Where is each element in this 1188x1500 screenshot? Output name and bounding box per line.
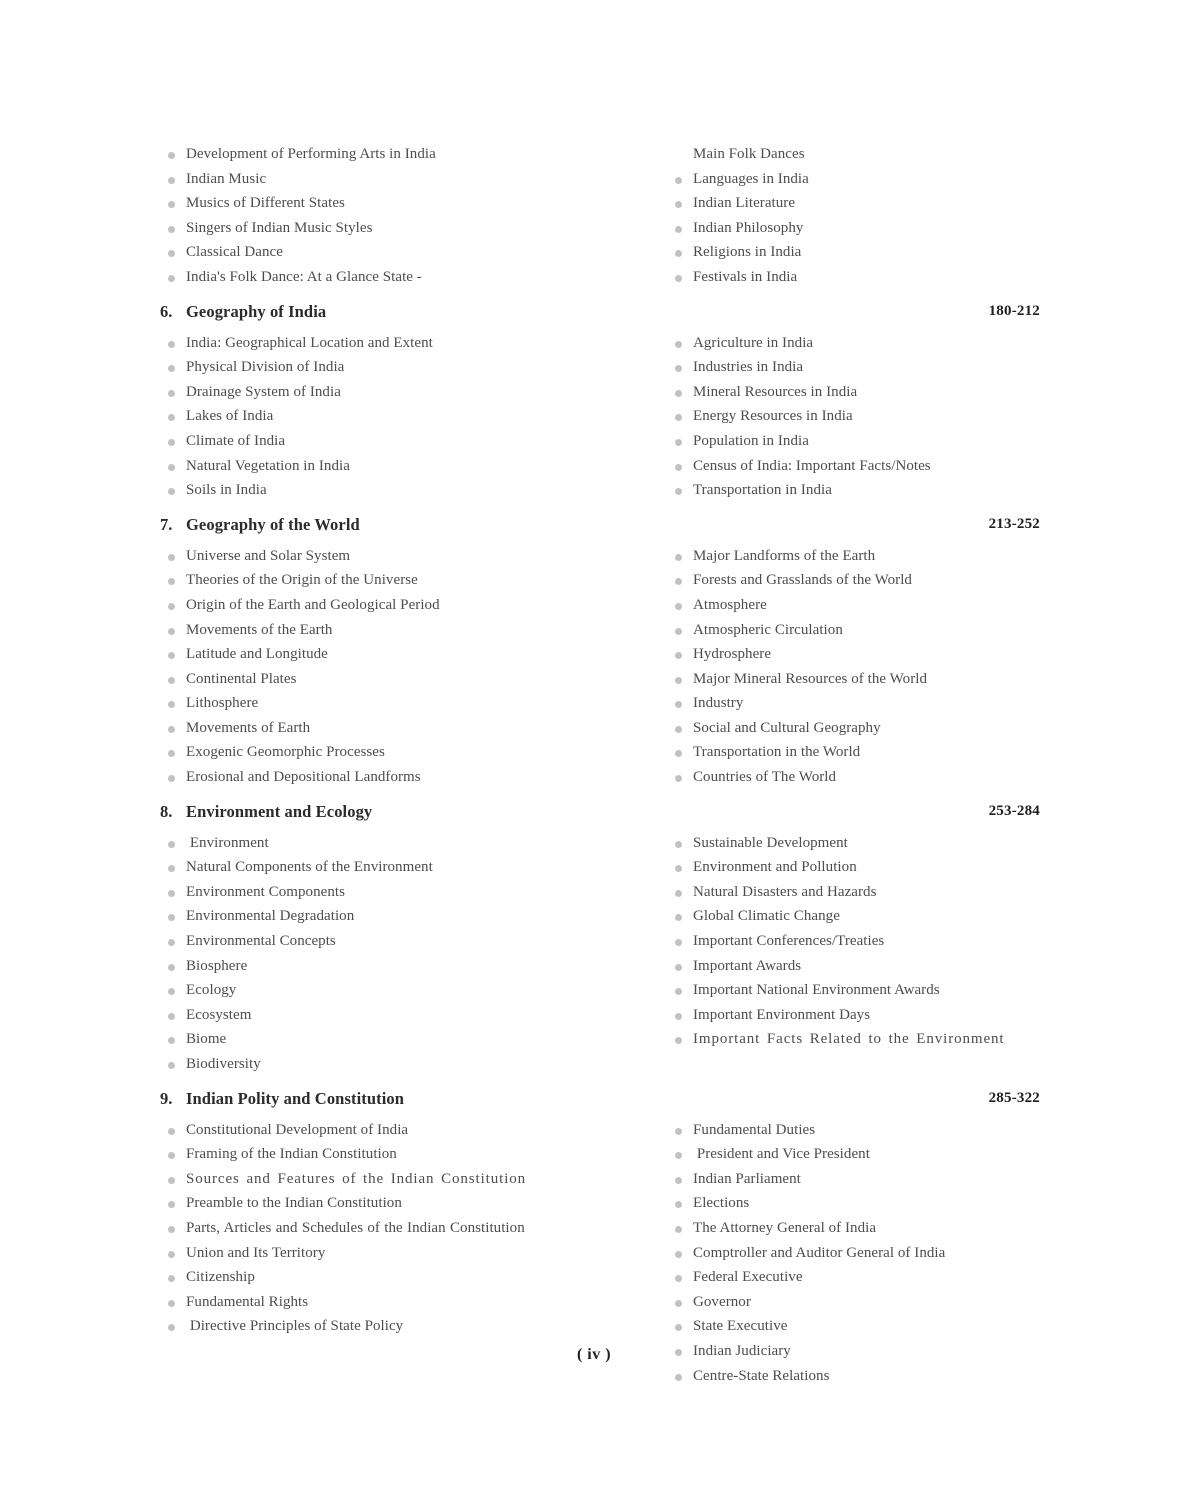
bullet-icon bbox=[675, 341, 682, 348]
bullet-icon bbox=[168, 677, 175, 684]
topic-label: State Executive bbox=[693, 1318, 788, 1335]
bullet-icon bbox=[675, 750, 682, 757]
topic-label: Biome bbox=[186, 1031, 227, 1048]
topic-list-item[interactable] bbox=[667, 691, 1067, 716]
bullet-icon bbox=[675, 1226, 682, 1233]
bullet-icon bbox=[675, 250, 682, 257]
topic-list-item[interactable] bbox=[160, 478, 560, 503]
left-topic-column bbox=[160, 831, 560, 1077]
chapter-title: Geography of the World bbox=[186, 514, 360, 534]
topic-label: Population in India bbox=[693, 432, 809, 449]
topic-list-item[interactable] bbox=[667, 478, 1067, 503]
topic-list-item[interactable] bbox=[160, 454, 560, 479]
bullet-icon bbox=[168, 775, 175, 782]
topic-label: Important Environment Days bbox=[693, 1006, 871, 1023]
topic-list-item[interactable] bbox=[160, 142, 560, 167]
bullet-icon bbox=[675, 1324, 682, 1331]
topic-list-item[interactable] bbox=[160, 831, 560, 856]
chapter-number: 6. bbox=[160, 301, 173, 321]
bullet-icon bbox=[168, 578, 175, 585]
topic-list-item[interactable] bbox=[667, 593, 1067, 618]
topic-label: Directive Principles of State Policy bbox=[186, 1318, 404, 1335]
topic-list bbox=[667, 544, 1067, 790]
topic-label: Countries of The World bbox=[693, 769, 837, 786]
topic-list-item[interactable] bbox=[667, 880, 1067, 905]
topic-list-item[interactable] bbox=[667, 642, 1067, 667]
right-topic-column bbox=[667, 831, 1067, 1052]
bullet-icon bbox=[168, 964, 175, 971]
topic-list-item[interactable] bbox=[160, 544, 560, 569]
bullet-icon bbox=[675, 1013, 682, 1020]
topic-label: India's Folk Dance: At a Glance State - bbox=[186, 268, 422, 285]
topic-label: Latitude and Longitude bbox=[186, 646, 328, 663]
topic-label: Transportation in India bbox=[693, 482, 832, 499]
bullet-icon bbox=[168, 275, 175, 282]
bullet-icon bbox=[675, 1128, 682, 1135]
topic-label: Ecology bbox=[186, 982, 237, 999]
topic-label: Indian Literature bbox=[693, 195, 796, 212]
toc-group bbox=[160, 802, 1040, 1077]
bullet-icon bbox=[168, 464, 175, 471]
topic-list-item[interactable] bbox=[667, 142, 1067, 167]
topic-list-item[interactable] bbox=[667, 355, 1067, 380]
two-column-topic-block bbox=[160, 544, 1040, 790]
topic-list bbox=[160, 831, 560, 1077]
topic-list bbox=[667, 831, 1067, 1052]
bullet-icon bbox=[675, 414, 682, 421]
topic-list-item[interactable] bbox=[160, 954, 560, 979]
right-topic-column bbox=[667, 331, 1067, 503]
bullet-icon bbox=[675, 726, 682, 733]
topic-list-item[interactable] bbox=[160, 1027, 560, 1052]
topic-list-item[interactable] bbox=[667, 191, 1067, 216]
bullet-icon bbox=[168, 226, 175, 233]
topic-label: Festivals in India bbox=[693, 268, 798, 285]
topic-list bbox=[667, 331, 1067, 503]
bullet-icon bbox=[168, 1062, 175, 1069]
topic-list-item[interactable] bbox=[160, 618, 560, 643]
topic-list-item[interactable] bbox=[667, 404, 1067, 429]
bullet-icon bbox=[168, 1177, 175, 1184]
right-topic-column bbox=[667, 142, 1067, 290]
topic-label: Indian Parliament bbox=[693, 1170, 801, 1187]
topic-list-item[interactable] bbox=[667, 1142, 1067, 1167]
topic-list-item[interactable] bbox=[160, 667, 560, 692]
topic-list-item[interactable] bbox=[160, 191, 560, 216]
bullet-icon bbox=[168, 554, 175, 561]
topic-list-item[interactable] bbox=[667, 667, 1067, 692]
topic-label: Environment bbox=[186, 834, 269, 851]
topic-label: Census of India: Important Facts/Notes bbox=[693, 457, 931, 474]
topic-label: Constitutional Development of India bbox=[186, 1121, 409, 1138]
chapter-page-range: 180-212 bbox=[988, 302, 1040, 319]
topic-list-item[interactable] bbox=[160, 265, 560, 290]
chapter-heading[interactable] bbox=[160, 1089, 1040, 1115]
bullet-icon bbox=[168, 865, 175, 872]
topic-label: Important National Environment Awards bbox=[693, 982, 940, 999]
topic-list-item[interactable] bbox=[160, 740, 560, 765]
topic-list-item[interactable] bbox=[160, 880, 560, 905]
topic-list-item[interactable] bbox=[667, 380, 1067, 405]
topic-label: Biosphere bbox=[186, 957, 248, 974]
topic-list-item[interactable] bbox=[667, 1364, 1067, 1389]
topic-label: Sources and Features of the Indian Constitution bbox=[186, 1170, 527, 1187]
topic-label: Atmospheric Circulation bbox=[693, 621, 843, 638]
bullet-icon bbox=[168, 890, 175, 897]
bullet-icon bbox=[168, 1128, 175, 1135]
topic-label: Climate of India bbox=[186, 432, 286, 449]
bullet-icon bbox=[675, 1300, 682, 1307]
chapter-heading[interactable] bbox=[160, 515, 1040, 541]
bullet-icon bbox=[168, 1226, 175, 1233]
bullet-icon bbox=[168, 726, 175, 733]
topic-list-item[interactable] bbox=[667, 240, 1067, 265]
topic-list-item[interactable] bbox=[667, 929, 1067, 954]
topic-label: Universe and Solar System bbox=[186, 547, 351, 564]
topic-label: Development of Performing Arts in India bbox=[186, 146, 436, 162]
bullet-icon bbox=[675, 1201, 682, 1208]
topic-label: Erosional and Depositional Landforms bbox=[186, 769, 421, 786]
bullet-icon bbox=[675, 488, 682, 495]
bullet-icon bbox=[168, 1300, 175, 1307]
topic-label: The Attorney General of India bbox=[693, 1219, 877, 1236]
bullet-icon bbox=[675, 628, 682, 635]
topic-list-item[interactable] bbox=[160, 429, 560, 454]
two-column-topic-block bbox=[160, 331, 1040, 503]
two-column-topic-block bbox=[160, 831, 1040, 1077]
topic-label: Hydrosphere bbox=[693, 646, 772, 663]
topic-list bbox=[160, 331, 560, 503]
bullet-icon bbox=[675, 964, 682, 971]
topic-label: Elections bbox=[693, 1195, 750, 1212]
topic-list bbox=[667, 142, 1067, 290]
topic-list-item[interactable] bbox=[160, 1216, 560, 1241]
chapter-number: 7. bbox=[160, 514, 173, 534]
two-column-topic-block bbox=[160, 142, 1040, 290]
topic-list-item[interactable] bbox=[667, 1241, 1067, 1266]
topic-label: Framing of the Indian Constitution bbox=[186, 1146, 397, 1163]
topic-label: Fundamental Rights bbox=[186, 1293, 309, 1310]
left-topic-column bbox=[160, 1118, 560, 1339]
topic-list-item[interactable] bbox=[667, 167, 1067, 192]
bullet-icon bbox=[675, 177, 682, 184]
topic-label: Union and Its Territory bbox=[186, 1244, 326, 1261]
bullet-icon bbox=[168, 1201, 175, 1208]
topic-label: Energy Resources in India bbox=[693, 408, 853, 425]
topic-label: Environmental Degradation bbox=[186, 908, 355, 925]
topic-label: Biodiversity bbox=[186, 1056, 261, 1072]
bullet-icon bbox=[168, 365, 175, 372]
topic-label: Citizenship bbox=[186, 1269, 255, 1286]
topic-list-item[interactable] bbox=[667, 1118, 1067, 1143]
topic-label: Drainage System of India bbox=[186, 383, 341, 400]
topic-label: Environment and Pollution bbox=[693, 859, 857, 876]
topic-label: President and Vice President bbox=[693, 1146, 870, 1163]
bullet-icon bbox=[675, 275, 682, 282]
topic-list-item[interactable] bbox=[667, 831, 1067, 856]
bullet-icon bbox=[675, 390, 682, 397]
topic-list-item[interactable] bbox=[667, 716, 1067, 741]
topic-list-item[interactable] bbox=[160, 1052, 560, 1077]
topic-list-item[interactable] bbox=[160, 1265, 560, 1290]
topic-list-item[interactable] bbox=[667, 216, 1067, 241]
topic-list-item[interactable] bbox=[667, 1003, 1067, 1028]
topic-list-item[interactable] bbox=[160, 1142, 560, 1167]
bullet-icon bbox=[168, 914, 175, 921]
topic-label: Ecosystem bbox=[186, 1006, 252, 1023]
topic-label: Fundamental Duties bbox=[693, 1121, 816, 1138]
topic-label: Atmosphere bbox=[693, 596, 767, 613]
toc-group bbox=[160, 1089, 1040, 1389]
toc-group bbox=[160, 302, 1040, 503]
topic-label: Sustainable Development bbox=[693, 834, 848, 851]
topic-label: Theories of the Origin of the Universe bbox=[186, 572, 418, 589]
chapter-page-range: 213-252 bbox=[988, 515, 1040, 532]
topic-label: Mineral Resources in India bbox=[693, 383, 858, 400]
bullet-icon bbox=[168, 652, 175, 659]
bullet-icon bbox=[168, 414, 175, 421]
topic-label: Musics of Different States bbox=[186, 195, 345, 212]
topic-list-item[interactable] bbox=[160, 355, 560, 380]
topic-list-item[interactable] bbox=[667, 954, 1067, 979]
bullet-icon bbox=[675, 1037, 682, 1044]
toc-content bbox=[160, 142, 1040, 1400]
bullet-icon bbox=[168, 488, 175, 495]
right-topic-column bbox=[667, 544, 1067, 790]
bullet-icon bbox=[675, 939, 682, 946]
bullet-icon bbox=[168, 439, 175, 446]
topic-list-item[interactable] bbox=[160, 929, 560, 954]
topic-list-item[interactable] bbox=[667, 1265, 1067, 1290]
topic-list-item[interactable] bbox=[667, 331, 1067, 356]
left-topic-column bbox=[160, 331, 560, 503]
topic-list-item[interactable] bbox=[160, 167, 560, 192]
bullet-icon bbox=[168, 701, 175, 708]
topic-label: Natural Vegetation in India bbox=[186, 457, 350, 474]
bullet-icon bbox=[168, 750, 175, 757]
bullet-icon bbox=[675, 464, 682, 471]
topic-list-item[interactable] bbox=[160, 331, 560, 356]
topic-label: Important Conferences/Treaties bbox=[693, 933, 885, 950]
topic-label: Natural Components of the Environment bbox=[186, 859, 433, 876]
bullet-icon bbox=[675, 890, 682, 897]
topic-label: Main Folk Dances bbox=[693, 146, 805, 162]
topic-label: Parts, Articles and Schedules of the Indian Constitution bbox=[186, 1219, 525, 1236]
topic-label: Religions in India bbox=[693, 244, 802, 261]
topic-label: Agriculture in India bbox=[693, 334, 814, 351]
bullet-icon bbox=[675, 701, 682, 708]
bullet-icon bbox=[168, 841, 175, 848]
bullet-icon bbox=[168, 988, 175, 995]
topic-list-item[interactable] bbox=[160, 1118, 560, 1143]
topic-label: Singers of Indian Music Styles bbox=[186, 219, 373, 236]
bullet-icon bbox=[168, 1013, 175, 1020]
topic-label: Centre-State Relations bbox=[693, 1367, 830, 1384]
topic-list-item[interactable] bbox=[160, 1241, 560, 1266]
topic-label: Important Facts Related to the Environment bbox=[693, 1031, 1005, 1048]
topic-label: Classical Dance bbox=[186, 244, 283, 261]
topic-list-item[interactable] bbox=[160, 691, 560, 716]
topic-list-item[interactable] bbox=[160, 240, 560, 265]
bullet-icon bbox=[675, 554, 682, 561]
bullet-icon bbox=[675, 652, 682, 659]
bullet-icon bbox=[675, 201, 682, 208]
topic-list-item[interactable] bbox=[160, 568, 560, 593]
bullet-icon bbox=[675, 439, 682, 446]
bullet-icon bbox=[168, 1037, 175, 1044]
topic-list-item[interactable] bbox=[160, 1167, 560, 1192]
bullet-icon bbox=[168, 1275, 175, 1282]
topic-label: Continental Plates bbox=[186, 670, 297, 687]
topic-label: Physical Division of India bbox=[186, 359, 345, 376]
topic-label: Industries in India bbox=[693, 359, 804, 376]
bullet-icon bbox=[168, 250, 175, 257]
bullet-icon bbox=[675, 775, 682, 782]
chapter-page-range: 253-284 bbox=[988, 802, 1040, 819]
topic-label: Transportation in the World bbox=[693, 744, 861, 761]
topic-list-item[interactable] bbox=[667, 568, 1067, 593]
topic-label: Comptroller and Auditor General of India bbox=[693, 1244, 946, 1261]
topic-list-item[interactable] bbox=[667, 855, 1067, 880]
topic-list-item[interactable] bbox=[667, 765, 1067, 790]
topic-label: Global Climatic Change bbox=[693, 908, 840, 925]
left-topic-column bbox=[160, 142, 560, 290]
topic-list-item[interactable] bbox=[160, 1290, 560, 1315]
topic-label: Federal Executive bbox=[693, 1269, 803, 1286]
bullet-icon bbox=[675, 988, 682, 995]
topic-label: Social and Cultural Geography bbox=[693, 719, 881, 736]
chapter-heading[interactable] bbox=[160, 802, 1040, 828]
bullet-icon bbox=[168, 939, 175, 946]
topic-label: Soils in India bbox=[186, 482, 267, 499]
topic-list-item[interactable] bbox=[160, 593, 560, 618]
topic-list-item[interactable] bbox=[667, 978, 1067, 1003]
bullet-icon bbox=[675, 365, 682, 372]
topic-list-item[interactable] bbox=[667, 544, 1067, 569]
topic-label: Industry bbox=[693, 695, 744, 712]
topic-list-item[interactable] bbox=[667, 740, 1067, 765]
topic-label: Exogenic Geomorphic Processes bbox=[186, 744, 385, 761]
topic-list-item[interactable] bbox=[160, 216, 560, 241]
topic-list-item[interactable] bbox=[160, 1191, 560, 1216]
topic-list bbox=[160, 1118, 560, 1339]
topic-label: Forests and Grasslands of the World bbox=[693, 572, 912, 589]
chapter-page-range: 285-322 bbox=[988, 1089, 1040, 1106]
topic-label: Major Mineral Resources of the World bbox=[693, 670, 928, 687]
topic-list-item[interactable] bbox=[160, 978, 560, 1003]
topic-label: Languages in India bbox=[693, 170, 809, 187]
bullet-icon bbox=[675, 1251, 682, 1258]
topic-label: Indian Judiciary bbox=[693, 1342, 791, 1359]
topic-list-item[interactable] bbox=[667, 1314, 1067, 1339]
chapter-title: Indian Polity and Constitution bbox=[186, 1088, 405, 1108]
topic-list-item[interactable] bbox=[160, 380, 560, 405]
topic-list-item[interactable] bbox=[667, 904, 1067, 929]
chapter-title: Geography of India bbox=[186, 301, 327, 321]
topic-label: Governor bbox=[693, 1293, 751, 1310]
topic-label: Major Landforms of the Earth bbox=[693, 547, 876, 564]
bullet-icon bbox=[168, 177, 175, 184]
chapter-heading[interactable] bbox=[160, 302, 1040, 328]
bullet-icon bbox=[675, 1177, 682, 1184]
bullet-icon bbox=[168, 603, 175, 610]
topic-list-item[interactable] bbox=[667, 1216, 1067, 1241]
topic-list-item[interactable] bbox=[160, 855, 560, 880]
topic-list-item[interactable] bbox=[160, 716, 560, 741]
topic-list-item[interactable] bbox=[667, 1191, 1067, 1216]
left-topic-column bbox=[160, 544, 560, 790]
topic-label: Important Awards bbox=[693, 957, 802, 974]
bullet-icon bbox=[675, 603, 682, 610]
bullet-icon bbox=[675, 226, 682, 233]
topic-list-item[interactable] bbox=[160, 1003, 560, 1028]
topic-list-item[interactable] bbox=[667, 618, 1067, 643]
topic-label: Lakes of India bbox=[186, 408, 274, 425]
topic-label: Origin of the Earth and Geological Period bbox=[186, 596, 440, 613]
bullet-icon bbox=[675, 865, 682, 872]
topic-list-item[interactable] bbox=[667, 454, 1067, 479]
bullet-icon bbox=[675, 578, 682, 585]
bullet-icon bbox=[168, 201, 175, 208]
bullet-icon bbox=[675, 841, 682, 848]
bullet-icon bbox=[675, 1275, 682, 1282]
topic-list-item[interactable] bbox=[160, 765, 560, 790]
page-folio: ( iv ) bbox=[576, 1346, 612, 1363]
topic-list-item[interactable] bbox=[667, 1290, 1067, 1315]
bullet-icon bbox=[675, 677, 682, 684]
toc-group bbox=[160, 142, 1040, 290]
topic-list-item[interactable] bbox=[160, 904, 560, 929]
toc-group bbox=[160, 515, 1040, 790]
topic-label: India: Geographical Location and Extent bbox=[186, 334, 433, 351]
bullet-icon bbox=[168, 628, 175, 635]
bullet-icon bbox=[168, 152, 175, 159]
chapter-number: 9. bbox=[160, 1088, 173, 1108]
topic-list-item[interactable] bbox=[667, 1027, 1067, 1052]
chapter-title: Environment and Ecology bbox=[186, 801, 373, 821]
topic-list-item[interactable] bbox=[160, 642, 560, 667]
topic-label: Environment Components bbox=[186, 883, 346, 900]
topic-label: Movements of the Earth bbox=[186, 621, 333, 638]
bullet-icon bbox=[675, 1374, 682, 1381]
topic-label: Natural Disasters and Hazards bbox=[693, 883, 877, 900]
topic-label: Environmental Concepts bbox=[186, 933, 336, 950]
topic-label: Lithosphere bbox=[186, 695, 259, 712]
bullet-icon bbox=[675, 914, 682, 921]
topic-list-item[interactable] bbox=[667, 429, 1067, 454]
topic-list-item[interactable] bbox=[667, 265, 1067, 290]
topic-label: Indian Philosophy bbox=[693, 219, 804, 236]
topic-list bbox=[160, 544, 560, 790]
topic-label: Preamble to the Indian Constitution bbox=[186, 1195, 402, 1212]
topic-list-item[interactable] bbox=[160, 1314, 560, 1339]
bullet-icon bbox=[168, 1324, 175, 1331]
bullet-icon bbox=[168, 1251, 175, 1258]
topic-label: Movements of Earth bbox=[186, 719, 311, 736]
topic-label: Indian Music bbox=[186, 170, 267, 187]
bullet-icon bbox=[168, 390, 175, 397]
topic-list-item[interactable] bbox=[667, 1167, 1067, 1192]
topic-list-item[interactable] bbox=[160, 404, 560, 429]
chapter-number: 8. bbox=[160, 801, 173, 821]
bullet-icon bbox=[675, 1152, 682, 1159]
bullet-icon bbox=[168, 1152, 175, 1159]
topic-list bbox=[160, 142, 560, 290]
bullet-icon bbox=[168, 341, 175, 348]
